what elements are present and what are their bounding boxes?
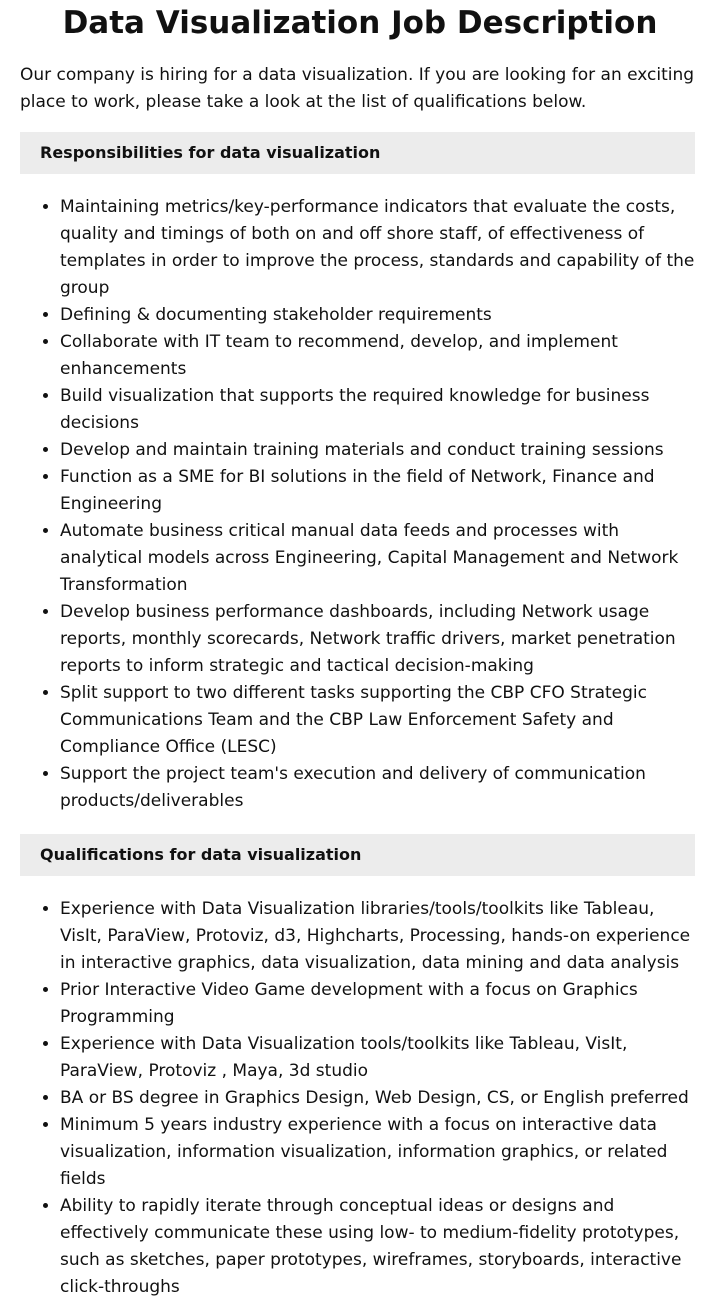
qualifications-list	[20, 896, 700, 1301]
list-item: • Collaborate with IT team to recommend, develop, and implement enhancements	[60, 329, 700, 383]
list-item: • Experience with Data Visualization libraries/tools/toolkits like Tableau, VisIt, ParaView, Protoviz, d3, Highcharts, Processing, hands-on experience in interactive graphics, data visualization, data mining and data analysis	[60, 896, 700, 977]
page-title: Data Visualization Job Description	[62, 5, 658, 41]
list-item: • Minimum 5 years industry experience with a focus on interactive data visualization, information visualization, information graphics, or related fields	[60, 1112, 700, 1193]
list-item: • Build visualization that supports the required knowledge for business decisions	[60, 383, 700, 437]
list-item: • Split support to two different tasks supporting the CBP CFO Strategic Communications Team and the CBP Law Enforcement Safety and Compliance Office (LESC)	[60, 680, 700, 761]
qualifications-heading: Qualifications for data visualization	[20, 834, 695, 876]
list-item: • Experience with Data Visualization tools/toolkits like Tableau, VisIt, ParaView, Protoviz , Maya, 3d studio	[60, 1031, 700, 1085]
list-item: • Function as a SME for BI solutions in the field of Network, Finance and Engineering	[60, 464, 700, 518]
list-item: • Support the project team's execution and delivery of communication products/deliverables	[60, 761, 700, 815]
list-item: • Develop business performance dashboards, including Network usage reports, monthly scorecards, Network traffic drivers, market penetration reports to inform strategic and tactical decision-making	[60, 599, 700, 680]
responsibilities-list	[20, 194, 700, 815]
list-item: • Automate business critical manual data feeds and processes with analytical models across Engineering, Capital Management and Network Transformation	[60, 518, 700, 599]
list-item: • Develop and maintain training materials and conduct training sessions	[60, 437, 700, 464]
list-item: • Defining & documenting stakeholder requirements	[60, 302, 700, 329]
list-item: • Ability to rapidly iterate through conceptual ideas or designs and effectively communicate these using low- to medium-fidelity prototypes, such as sketches, paper prototypes, wireframes, storyboards, interactive click-throughs	[60, 1193, 700, 1301]
list-item: • Prior Interactive Video Game development with a focus on Graphics Programming	[60, 977, 700, 1031]
intro-text: Our company is hiring for a data visualization. If you are looking for an exciting place to work, please take a look at the list of qualifications below.	[20, 65, 695, 112]
list-item: • BA or BS degree in Graphics Design, Web Design, CS, or English preferred	[60, 1085, 700, 1112]
list-item: • Maintaining metrics/key-performance indicators that evaluate the costs, quality and timings of both on and off shore staff, of effectiveness of templates in order to improve the process, standards and capability of the group	[60, 194, 700, 302]
responsibilities-heading: Responsibilities for data visualization	[20, 132, 695, 174]
